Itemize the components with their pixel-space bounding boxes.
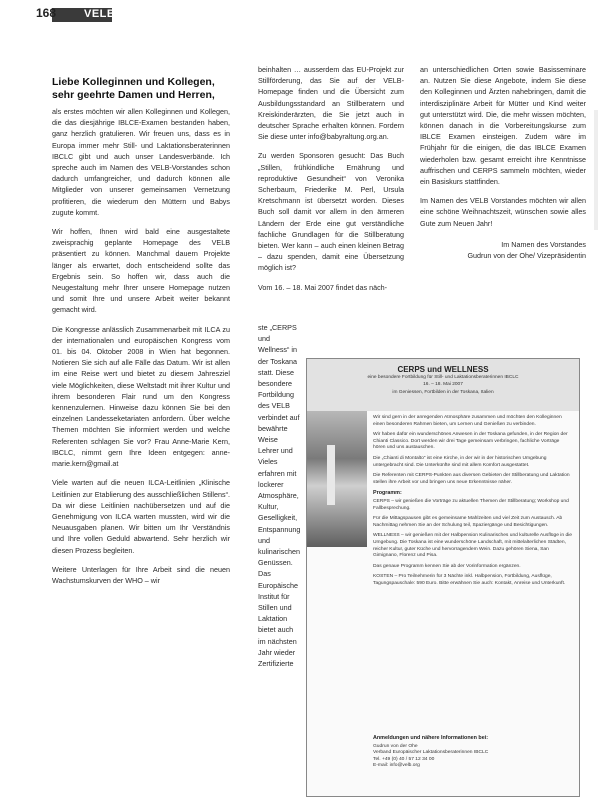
program-paragraph: Für die Mittagspausen gibt es gemeinsame Mahlzeiten und viel Zeit zum Austausch. Ab Nachmittag nehmen Sie an der Schulung teil, Spaziergänge und Besichtigungen. <box>373 516 563 528</box>
paragraph: Zu werden Sponsoren gesucht: Das Buch „Stillen, frühkindliche Ernährung und reproduktive Gesundheit“ von Veronika Scherbaum, Friederike M. Perl, Ursula Kretschmann ist übersetzt worden. Dieses Buch soll damit vor allem in den ärmeren Ländern der Erde eine gut verständliche fachliche Grundlagen für die Stillberatung bieten. Wer kann – auch einen kleinen Betrag – dazu spenden, damit eine Übersetzung möglich ist? <box>258 151 404 273</box>
paragraph: Wir hoffen, Ihnen wird bald eine ausgestaltete zweisprachig geplante Homepage des VELB präsentiert zu können. Manchmal dauern Projekte länger als erwartet, doch entscheidend sollte das Ergebnis sein. So hoffen wir, dass auch die Neugestaltung mehr Ihrer unsere Homepage nutzen und somit Ihre und unsere Arbeit weiter bekannt gemacht wird. <box>52 227 230 315</box>
paragraph-intro-line: Vom 16. – 18. Mai 2007 findet das näch- <box>258 282 388 292</box>
paragraph: an unterschiedlichen Orten sowie Basisseminare an. Nutzen Sie diese Angebote, indem Sie diese den Kolleginnen und Ärzten nahebringen, damit die interdisziplinäre Arbeit für Mütter und Kind weiter gut unterstützt wird. Die, die mehr wissen möchten, können danach in die Vorbereitungskurse zum IBLCE Examen einsteigen. Zudem wäre im Frühjahr für die einigen, die das IBLCE Examen wiederholen bzw. gesamt erreicht ihre Kenntnisse auffrischen und CERPS sammeln möchten, wieder ein Basiskurs stattfinden. <box>420 65 586 187</box>
letter-salutation: Liebe Kolleginnen und Kollegen, sehr geehrte Damen und Herren, <box>52 76 215 101</box>
narrow-column-text: ste „CERPS und Wellness“ in der Toskana statt. Diese besondere Fortbildung des VELB verbindet auf bewährte Weise Lehrer und Vieles erfahren mit lockerer Atmosphäre, Kultur, Geselligkeit, Entspannung und kulinarischen Genüssen. Das Europäische Institut für Stillen und Laktation bietet auch im nächsten Jahr wieder Zertifizierte <box>258 323 301 669</box>
signature <box>420 239 586 261</box>
column-right <box>420 64 586 261</box>
event-paragraph: Wir haben dafür ein wunderschönes Anwesen in der Toskana gefunden, in der Region der Chianti Classico. Dort werden wir drei Tage gemeinsam verbringen, fachliche Vorträge hören und uns austauschen. <box>373 432 568 451</box>
section-label: VELB <box>84 8 116 20</box>
tuscany-photo <box>307 411 367 547</box>
event-subtitle: eine besondere Fortbildung für Still- und Laktationsberaterinnen IBCLC <box>367 375 519 380</box>
program-paragraph: WELLNESS – wir genießen mit der Halbpension Kulinarisches und kulturelle Ausflüge in die Umgebung. Die Toskana ist eine wunderschöne Landschaft, mit mittelalterlichen Städten, reicher Kultur, guter Küche und hervorragendem Wein. Dazu gehören Siena, San Gimignano, Florenz und Pisa. <box>373 533 572 559</box>
column-left <box>52 76 230 594</box>
event-description <box>373 415 573 591</box>
page-number: 168 <box>36 6 57 20</box>
contact-block <box>373 735 573 770</box>
event-paragraph: Wir sind gern in der anregenden Atmosphäre zusammen und möchten den Kolleginnen einen besonderen Rahmen bieten, um Lernen und Genießen zu verbinden. <box>373 415 562 427</box>
program-paragraph: Das genaue Programm kennen Sie ab der Vorinformation ergänzen. <box>373 563 521 569</box>
paragraph: Viele warten auf die neuen ILCA-Leitlinien „Klinische Leitlinien zur Etablierung des ausschließlichen Stillens“. Da wir diese Leitlinien nachübersetzen und auf die Genehmigung von ILCA warten mussten, wird wir die Neuausgaben planen. Wir bitten um Ihr Verständnis und Ihre vollen Geduld abwartend. Sehr herzlich wir diesen Prozess begleiten. <box>52 478 230 555</box>
paragraph: Die Kongresse anlässlich Zusammenarbeit mit ILCA zu der internationalen und europäischen Kongress vom 01. bis 04. Oktober 2008 in Wien hat begonnen. Notieren Sie sich auf alle Fälle das Datum. Wir ist allen im eine Reise wert und bietet zu diesem Jahresziel viele Möglichkeiten, diese Weltstadt mit ihrer Kultur und ihrem besonderen Flair rund um den Kongress kennenzulernen. Hinweise dazu können Sie bei den einzelnen Landesseketariaten anfordern. Über welche Themen möchten Sie informiert werden und welche Referenten schlagen Sie vor? Frau Anne-Marie Kern, IBCLC, nimmt gern Ihre Ideen entgegen: anne-marie.kern@gmail.at <box>52 324 230 469</box>
contact-line: Verband Europäischer Laktationsberaterinnen IBCLC <box>373 750 489 756</box>
event-date: 16. – 18. Mai 2007 <box>423 382 463 388</box>
signature-line: Im Namen des Vorstandes <box>501 239 586 249</box>
event-location: im Geniessen, Fortbilden in der Toskana, Italien <box>392 389 494 395</box>
paragraph: als erstes möchten wir allen Kolleginnen und Kollegen, die das diesjährige IBLCE-Examen bestanden haben, ganz herzlich gratulieren. Wir freuen uns, dass es in Europa immer mehr Still- und Laktationsberaterinnen IBCLC gibt und auch unser Landesverbände. Ich spreche auch im Namen des VELB-Vorstandes schon dadurch umfangreicher, und dadurch können alle Mitglieder von unserer gemeinsamen Vernetzung profitieren, die wiederum den Müttern und Babys zugute kommt. <box>52 107 230 217</box>
program-paragraph: KOSTEN – Pro Teilnehmerin für 3 Nächte inkl. Halbpension, Fortbildung, Ausflüge, Tagungspauschale: 590 Euro. Bitte erwähnen Sie auch: Kontakt, Anreise und Unterkunft. <box>373 574 566 586</box>
paragraph: beinhalten … ausserdem das EU-Projekt zur Stillförderung, das Sie auf der VELB-Homepage finden und die Übersicht zum Ausbildungsstandard an Stillberatern und Kreiskinderärzten, die Sie jetzt auch in deutscher Sprache erhalten können. Fordern Sie diese unter info@babyraltung.org.an. <box>258 65 404 142</box>
signature-line: Gudrun von der Ohe/ Vizepräsidentin <box>467 251 586 261</box>
contact-heading: Anmeldungen und nähere Informationen bei: <box>373 735 489 741</box>
contact-line: Gudrun von der Ohe <box>373 743 418 749</box>
column-middle <box>258 64 404 293</box>
paragraph: Im Namen des VELB Vorstandes möchten wir allen eine schöne Weihnachtszeit, wünschen sowie alles Gute zum Neuen Jahr! <box>420 196 586 228</box>
program-heading: Programm: <box>373 490 402 497</box>
photo-path-highlight <box>327 445 335 505</box>
page-edge-mark <box>594 110 598 230</box>
event-box-header <box>307 359 579 411</box>
event-info-box <box>306 358 580 797</box>
contact-line: Tel. +49 (0) 40 / 57 12 34 00 <box>373 756 435 762</box>
contact-line: E-mail: info@velb.org <box>373 763 420 769</box>
paragraph: Weitere Unterlagen für Ihre Arbeit sind die neuen Wachstumskurven der WHO – wir <box>52 564 230 585</box>
program-paragraph: CERPS – wir genießen die Vorträge zu aktuellen Themen der Stillberatung; Workshop und Fallbesprechung. <box>373 498 569 511</box>
event-paragraph: Die „Chianti di Montalto“ ist eine Kirche, in der wir in der historischen Umgebung untergebracht sind. Die Unterkünfte sind mit allem Komfort ausgestattet. <box>373 455 547 468</box>
event-title: CERPS und WELLNESS <box>397 365 489 374</box>
event-paragraph: Die Referenten mit CERPS-Punkten aus diversen Gebieten der Stillberatung und Laktation stellen ihre Arbeit vor und bringen uns neue Erkenntnisse näher. <box>373 473 570 485</box>
